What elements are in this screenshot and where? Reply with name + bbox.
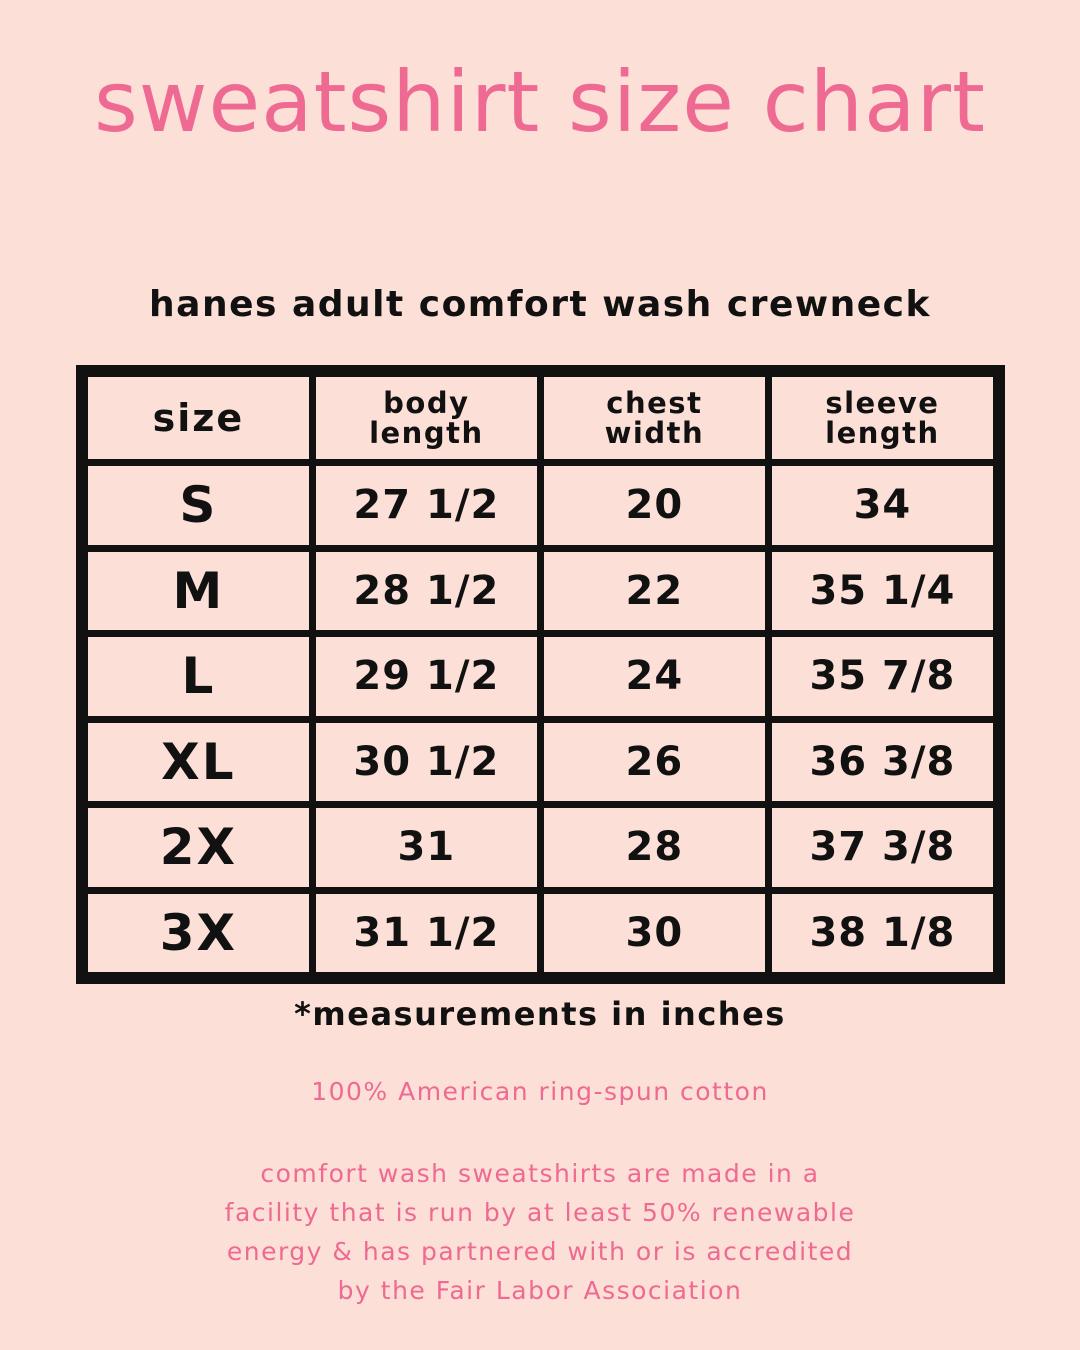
size-chart-table [76, 365, 1005, 984]
header-sleeve-length-line2: length [825, 416, 940, 450]
cell-sleeve-length: 38 1/8 [772, 894, 993, 973]
header-body-length [316, 377, 537, 459]
material-info: 100% American ring-spun cotton [311, 1077, 769, 1106]
header-size-label: size [152, 396, 245, 440]
header-chest-width-line1: chest [606, 386, 703, 420]
cell-size: S [88, 466, 309, 545]
header-size [88, 377, 309, 459]
cell-chest-width: 20 [544, 466, 765, 545]
header-sleeve-length [772, 377, 993, 459]
measurement-note: *measurements in inches [294, 995, 786, 1033]
cell-body-length: 31 [316, 808, 537, 887]
cell-sleeve-length: 36 3/8 [772, 723, 993, 802]
cell-chest-width: 24 [544, 637, 765, 716]
header-chest-width [544, 377, 765, 459]
table-row [88, 466, 993, 545]
table-row [88, 894, 993, 973]
facility-line: facility that is run by at least 50% renewable [224, 1198, 856, 1227]
cell-chest-width: 26 [544, 723, 765, 802]
header-sleeve-length-line1: sleeve [825, 386, 940, 420]
cell-body-length: 30 1/2 [316, 723, 537, 802]
cell-chest-width: 22 [544, 552, 765, 631]
cell-sleeve-length: 37 3/8 [772, 808, 993, 887]
cell-body-length: 28 1/2 [316, 552, 537, 631]
facility-info [190, 1154, 890, 1310]
cell-size: 2X [88, 808, 309, 887]
facility-line: by the Fair Labor Association [337, 1276, 743, 1305]
cell-sleeve-length: 35 7/8 [772, 637, 993, 716]
product-subtitle: hanes adult comfort wash crewneck [149, 284, 931, 325]
cell-size: L [88, 637, 309, 716]
cell-size: XL [88, 723, 309, 802]
facility-line: energy & has partnered with or is accredited [226, 1237, 854, 1266]
table-row [88, 723, 993, 802]
cell-chest-width: 30 [544, 894, 765, 973]
header-chest-width-line2: width [604, 416, 705, 450]
header-body-length-line1: body [383, 386, 470, 420]
header-body-length-line2: length [369, 416, 484, 450]
table-row [88, 552, 993, 631]
table-row [88, 808, 993, 887]
cell-body-length: 27 1/2 [316, 466, 537, 545]
facility-line: comfort wash sweatshirts are made in a [260, 1159, 820, 1188]
table-header-row [88, 377, 993, 459]
cell-size: 3X [88, 894, 309, 973]
page-title: sweatshirt size chart [93, 53, 986, 151]
cell-size: M [88, 552, 309, 631]
cell-body-length: 29 1/2 [316, 637, 537, 716]
cell-sleeve-length: 35 1/4 [772, 552, 993, 631]
cell-chest-width: 28 [544, 808, 765, 887]
table-row [88, 637, 993, 716]
cell-sleeve-length: 34 [772, 466, 993, 545]
cell-body-length: 31 1/2 [316, 894, 537, 973]
